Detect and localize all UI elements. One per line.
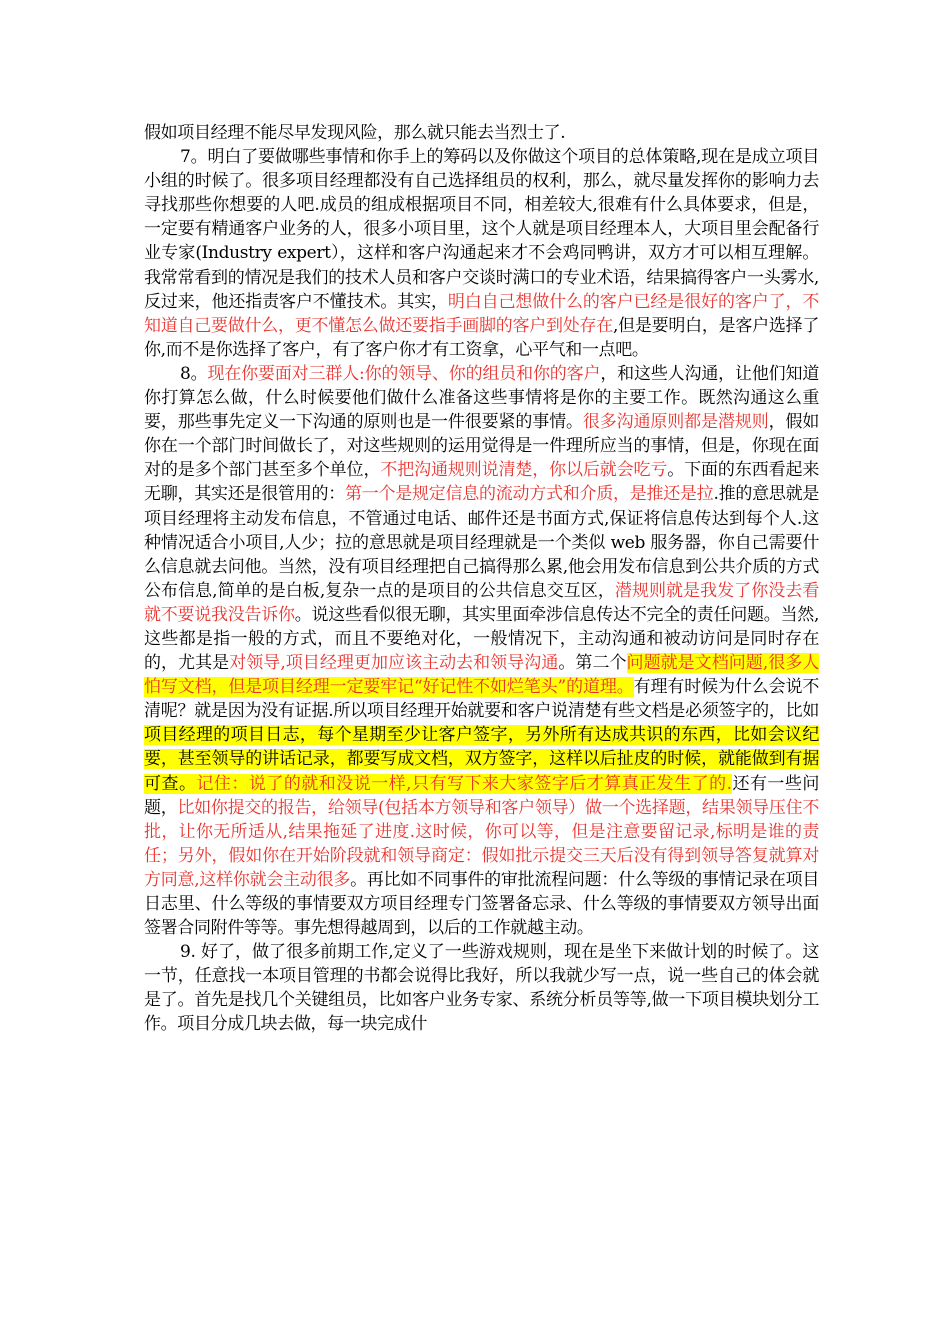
- red-emphasis-text: 很多沟通原则都是潜规则: [582, 412, 769, 433]
- text-run: 还有一些问题，: [144, 773, 820, 818]
- highlighted-red-text: 记住：说了的就和没说一样,只有写下来大家签字后才算真正发生了的.: [196, 773, 732, 794]
- red-emphasis-text: 对领导,项目经理更加应该主动去和领导沟通: [229, 653, 559, 674]
- red-emphasis-text: 不把沟通规则说清楚，你以后就会吃亏: [380, 460, 668, 481]
- paragraph: [144, 940, 819, 1036]
- text-run: 。再比如不同事件的审批流程问题：什么等级的事情记录在项目日志里、什么等级的事情要双方项目经理专门签署备忘录、什么等级的事情要双方领导出面签署合同附件等等。事先想得越周到，以后的工作就越主动。: [144, 869, 819, 939]
- red-emphasis-text: 第一个是规定信息的流动方式和介质，是推还是拉: [344, 484, 714, 505]
- document-body: [144, 121, 819, 1037]
- highlighted-text: 项目经理的项目日志，每个星期至少让客户签字，另外所有达成共识的东西，比如会议纪要，甚至领导的讲话记录，都要写成文档，双方签字，这样以后扯皮的时候，就能做到有据可查。: [144, 725, 819, 794]
- paragraph: [144, 362, 819, 940]
- text-run: 假如项目经理不能尽早发现风险，那么就只能去当烈士了.: [144, 123, 566, 143]
- red-emphasis-text: 比如你提交的报告，给领导(包括本方领导和客户领导）做一个选择题，结果领导压住不批，让你无所适从,结果拖延了进度.这时候，你可以等，但是注意要留记录,标明是谁的责任；另外，假如你在开始阶段就和领导商定：假如批示提交三天后没有得到领导答复就算对方同意,这样你就会主动很多: [144, 797, 819, 890]
- paragraph: [144, 145, 819, 362]
- text-run: ，和这些人沟通，让他们知道你打算怎么做，什么时候要他们做什么准备这些事情将是你的主要工作。既然沟通这么重要，那些事先定义一下沟通的原则也是一件很要紧的事情。: [144, 363, 820, 433]
- text-run: 。下面的东西看起来无聊，其实还是很管用的：: [144, 460, 819, 505]
- text-run: ，假如你在一个部门时间做长了，对这些规则的运用觉得是一件理所应当的事情，但是，你现在面对的是多个部门甚至多个单位，: [144, 412, 819, 481]
- paragraph: [144, 121, 819, 145]
- text-run: 。第二个: [558, 653, 627, 674]
- red-emphasis-text: 明白自己想做什么的客户已经是很好的客户了，不知道自己要做什么，更不懂怎么做还要指手画脚的客户到处存在: [144, 291, 819, 336]
- text-run: 8。: [180, 363, 208, 384]
- text-run: 9. 好了，做了很多前期工作,定义了一些游戏规则，现在是坐下来做计划的时候了。这一节，任意找一本项目管理的书都会说得比我好，所以我就少写一点，说一些自己的体会就是了。首先是找几个关键组员，比如客户业务专家、系统分析员等等,做一下项目模块划分工作。项目分成几块去做，每一块完成什: [144, 942, 819, 1035]
- text-run: 有理有时候为什么会说不清呢？就是因为没有证据.所以项目经理开始就要和客户说清楚有些文档是必须签字的，比如: [144, 677, 819, 722]
- red-emphasis-text: 潜规则就是我发了你没去看就不要说我没告诉你: [144, 580, 819, 625]
- red-emphasis-text: 现在你要面对三群人:你的领导、你的组员和你的客户: [207, 363, 601, 384]
- highlighted-red-text: 问题就是文档问题,很多人怕写文档，但是项目经理一定要牢记“好记性不如烂笔头”的道理。: [144, 653, 820, 698]
- text-run: 。说这些看似很无聊，其实里面牵涉信息传达不完全的责任问题。当然,这些都是指一般的方式，而且不要绝对化，一般情况下，主动沟通和被动访问是同时存在的，尤其是: [144, 604, 820, 674]
- text-run: .推的意思就是项目经理将主动发布信息，不管通过电话、邮件还是书面方式,保证将信息传达到每个人.这种情况适合小项目,人少；拉的意思就是项目经理就是一个类似 web 服务器，你自己需要什么信息就去问他。当然，没有项目经理把自己搞得那么累,他会用发布信息到公共介质的方式公布信息,简单的是白板,复杂一点的是项目的公共信息交互区，: [144, 484, 819, 601]
- text-run: ,但是要明白，是客户选择了你,而不是你选择了客户，有了客户你才有工资拿，心平气和一点吧。: [144, 315, 820, 360]
- text-run: 7。明白了要做哪些事情和你手上的筹码以及你做这个项目的总体策略,现在是成立项目小组的时候了。很多项目经理都没有自己选择组员的权利，那么，就尽量发挥你的影响力去寻找那些你想要的人吧.成员的组成根据项目不同，相差较大,很难有什么具体要求，但是，一定要有精通客户业务的人，很多小项目里，这个人就是项目经理本人，大项目里会配备行业专家(Industry expert），这样和客户沟通起来才不会鸡同鸭讲，双方才可以相互理解。我常常看到的情况是我们的技术人员和客户交谈时满口的专业术语，结果搞得客户一头雾水,反过来，他还指责客户不懂技术。其实，: [144, 147, 819, 312]
